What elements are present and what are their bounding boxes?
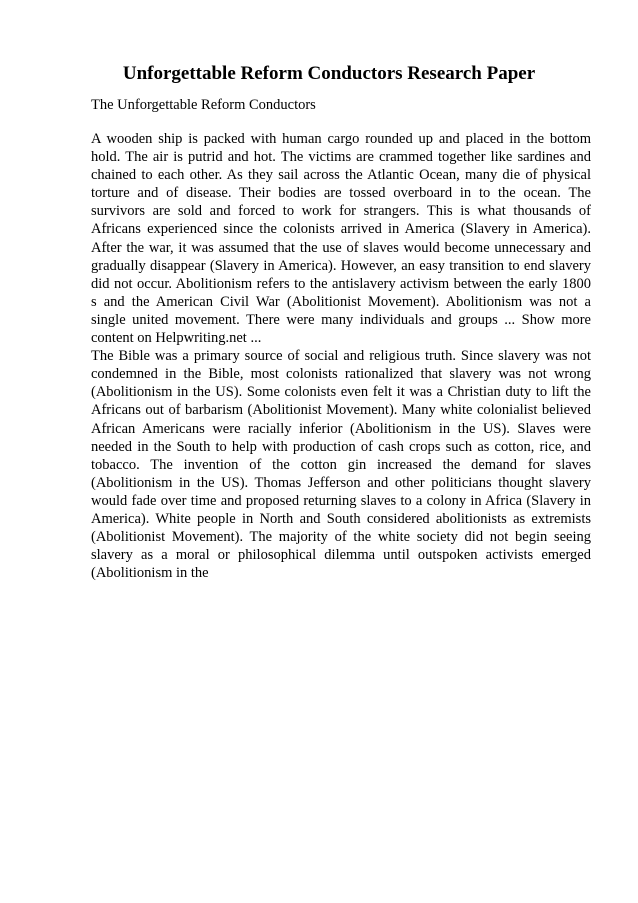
body-line: torture and of disease. Their bodies are tossed overboard in to the ocean. The (91, 185, 591, 202)
body-line: single united movement. There were many individuals and groups ... Show more (91, 311, 591, 328)
body-line: condemned in the Bible, most colonists rationalized that slavery was not wrong (91, 366, 591, 383)
body-line: gradually disappear (Slavery in America). However, an easy transition to end slavery (91, 257, 591, 274)
body-line: survivors are sold and forced to work for strangers. This is what thousands of (91, 203, 591, 220)
body-line: Africans out of barbarism (Abolitionist Movement). Many white colonialist believed (91, 402, 591, 419)
body-line: (Abolitionist Movement). The majority of the white society did not begin seeing (91, 529, 591, 546)
body-line: After the war, it was assumed that the use of slaves would become unnecessary and (91, 239, 591, 256)
body-line: chained to each other. As they sail across the Atlantic Ocean, many die of physical (91, 167, 591, 184)
body-line: content on Helpwriting.net ... (91, 330, 262, 347)
body-line: hold. The air is putrid and hot. The victims are crammed together like sardines and (91, 149, 591, 166)
body-line: America). White people in North and South considered abolitionists as extremists (91, 510, 591, 527)
body-line: s and the American Civil War (Abolitionist Movement). Abolitionism was not a (91, 293, 591, 310)
body-line: (Abolitionism in the (91, 565, 209, 582)
body-line: needed in the South to help with production of cash crops such as cotton, rice, and (91, 438, 591, 455)
body-line: (Abolitionism in the US). Thomas Jefferson and other politicians thought slavery (91, 474, 591, 491)
body-line: would fade over time and proposed returning slaves to a colony in Africa (Slavery in (91, 492, 591, 509)
body-line: did not occur. Abolitionism refers to the antislavery activism between the early 1800 (91, 275, 591, 292)
body-line: A wooden ship is packed with human cargo rounded up and placed in the bottom (91, 131, 591, 147)
body-line: African Americans were racially inferior (Abolitionism in the US). Slaves were (91, 420, 591, 437)
body-line: slavery as a moral or philosophical dilemma until outspoken activists emerged (91, 547, 591, 564)
body-line: The Bible was a primary source of social and religious truth. Since slavery was not (91, 348, 591, 365)
document-title: Unforgettable Reform Conductors Research Paper (122, 63, 536, 84)
body-line: tobacco. The invention of the cotton gin increased the demand for slaves (91, 456, 591, 473)
document-body (91, 130, 591, 582)
document-subtitle: The Unforgettable Reform Conductors (91, 97, 316, 113)
body-line: Africans experienced since the colonists arrived in America (Slavery in America). (91, 221, 591, 238)
body-line: (Abolitionism in the US). Some colonists even felt it was a Christian duty to lift the (91, 384, 591, 401)
